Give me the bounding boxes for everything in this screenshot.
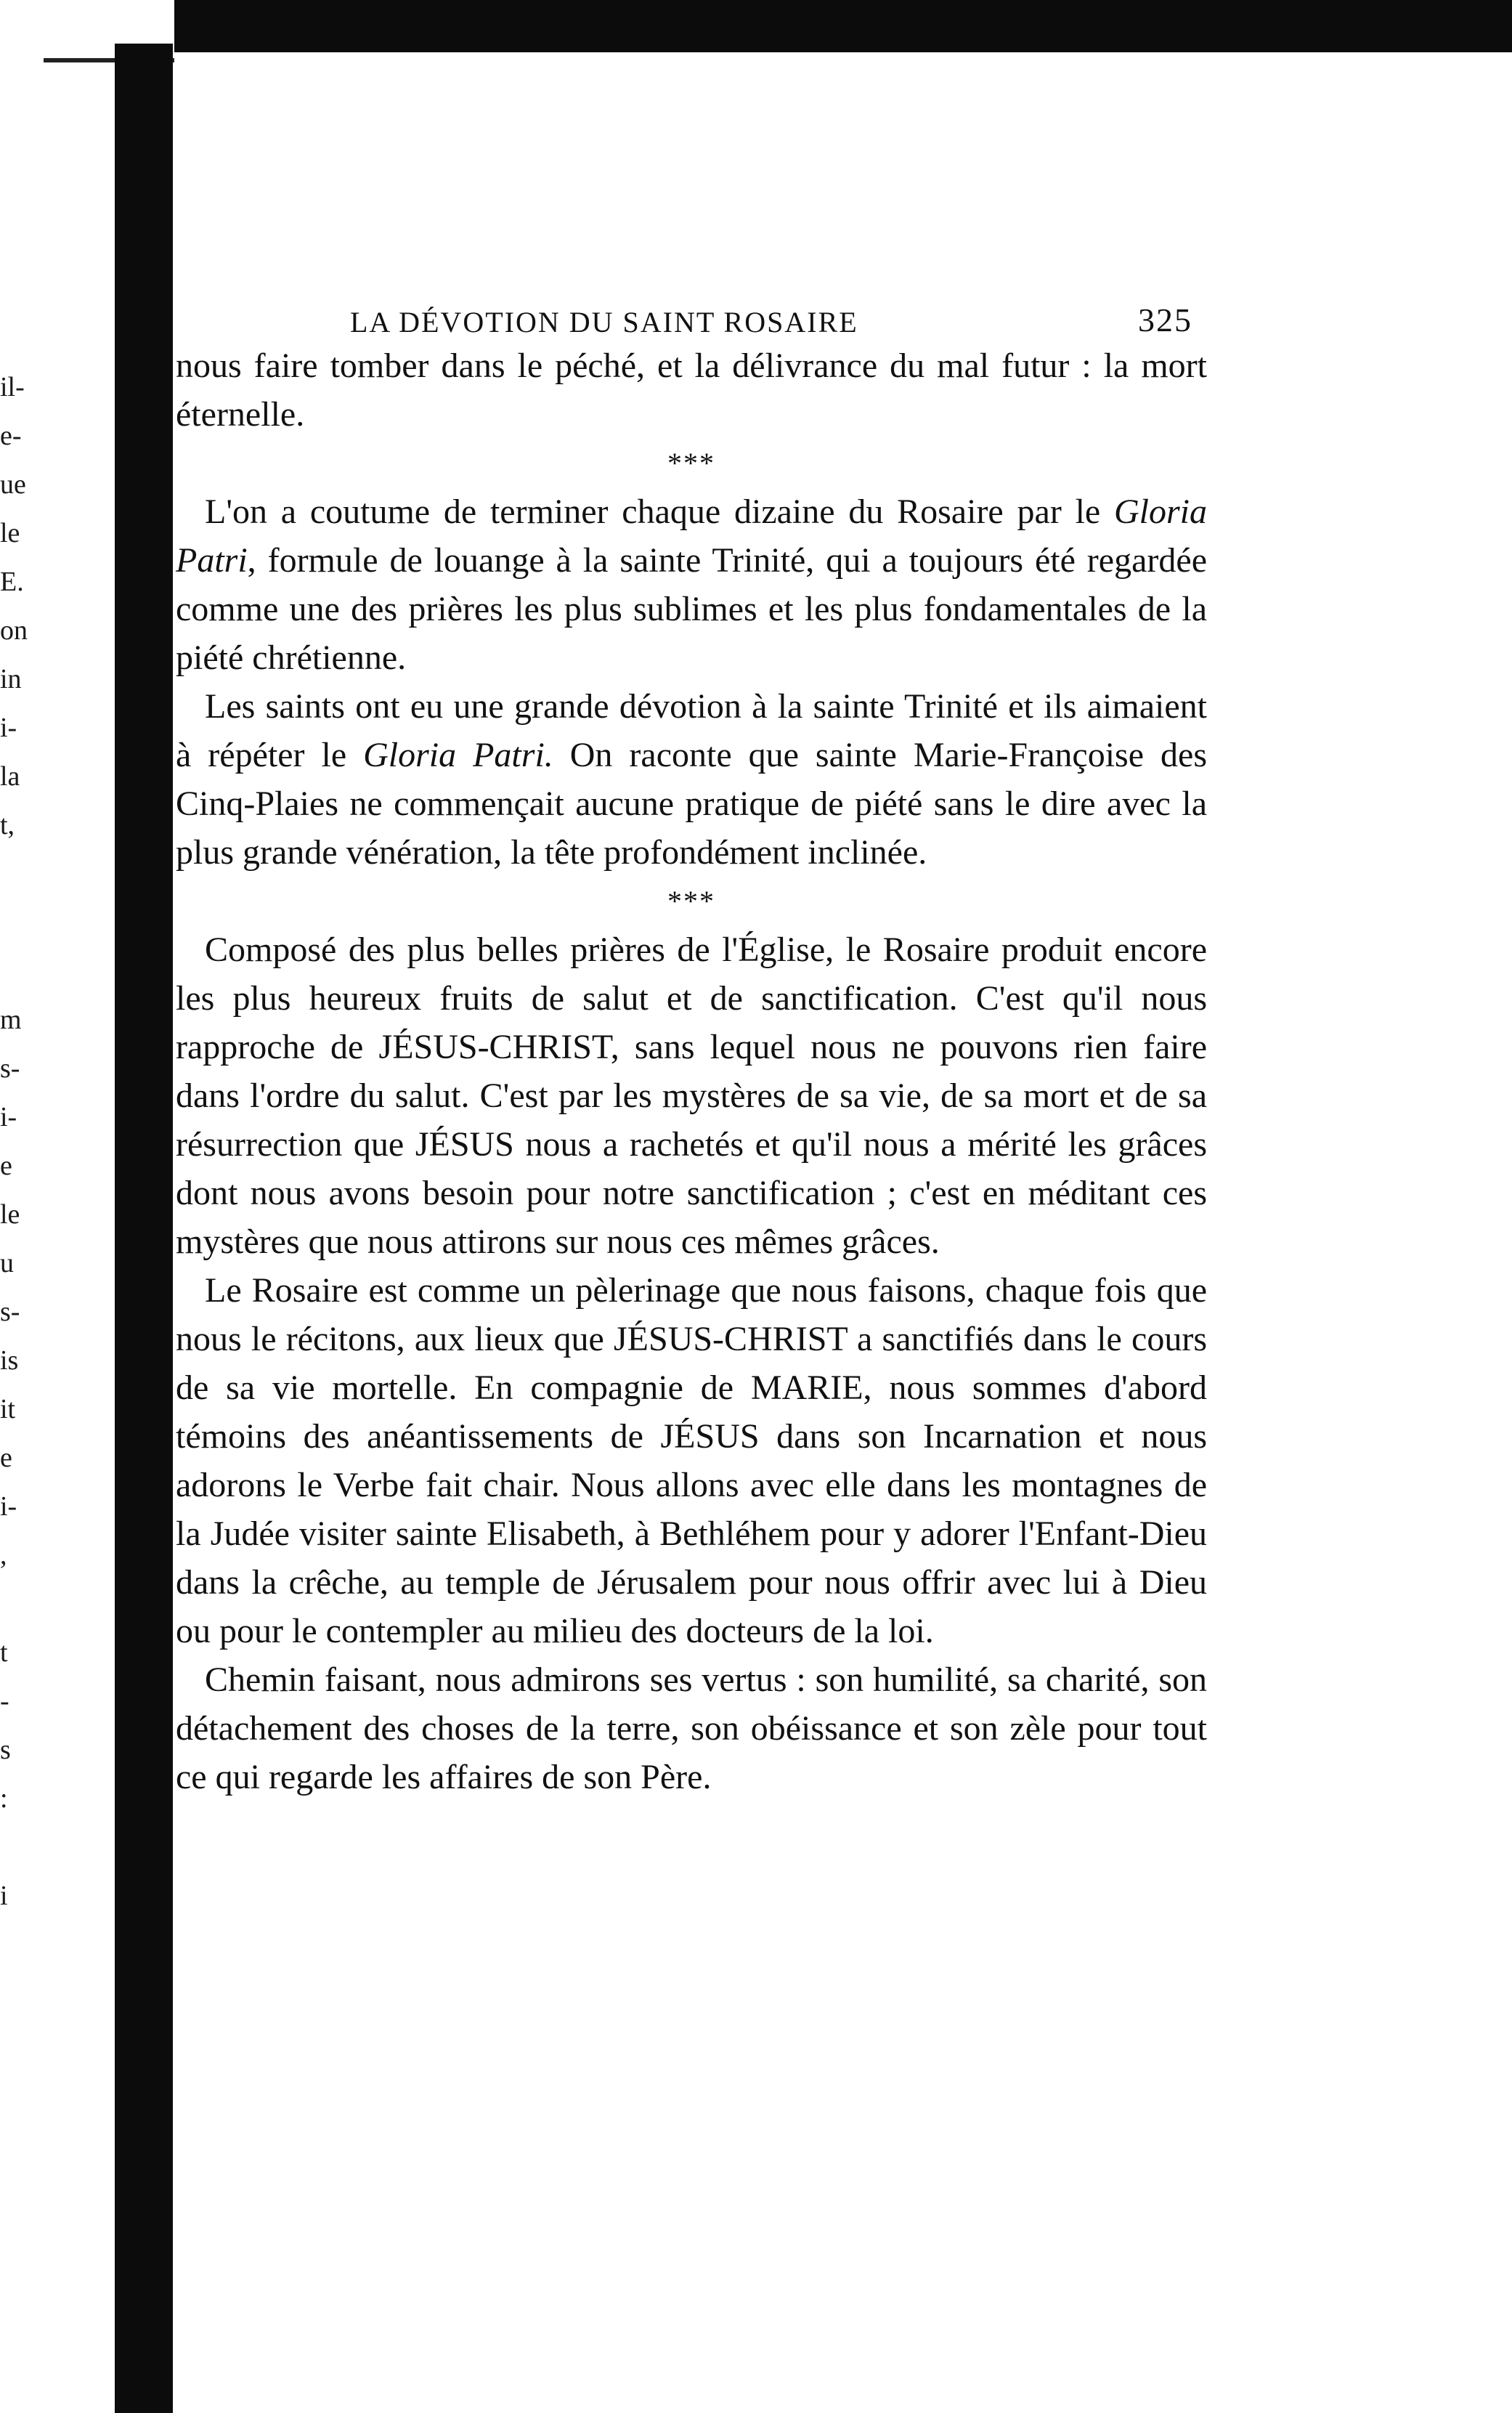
- fragment: ue: [0, 469, 26, 500]
- fragment: e: [0, 1151, 12, 1181]
- scan-top-edge: [174, 0, 1512, 52]
- paragraph-saints-trinity: [176, 682, 1207, 877]
- italic-term: Gloria Patri: [176, 492, 1207, 580]
- fragment: u: [0, 1248, 14, 1278]
- fragment: t: [0, 1637, 8, 1668]
- fragment: [0, 947, 109, 996]
- running-title: LA DÉVOTION DU SAINT ROSAIRE: [350, 306, 858, 338]
- book-page: [176, 291, 1207, 1801]
- fragment: [0, 899, 109, 947]
- page-body: [176, 341, 1207, 1801]
- paragraph-pilgrimage: Le Rosaire est comme un pèlerinage que nous faisons, chaque fois que nous le récitons, aux lieux que JÉSUS-CHRIST a sanctifiés dans le cours de sa vie mortelle. En compagnie de MARIE, nous sommes d'abord témoins des anéantissements de JÉSUS dans son Incarnation et nous adorons le Verbe fait chair. Nous allons avec elle dans les montagnes de la Judée visiter sainte Elisabeth, à Bethléhem pour y adorer l'Enfant-Dieu dans la crêche, au temple de Jérusalem pour nous offrir avec lui à Dieu ou pour le contempler au milieu des docteurs de la loi.: [176, 1271, 1207, 1650]
- fragment: -: [0, 1686, 9, 1716]
- text-segment: L'on a coutume de terminer chaque dizaine du Rosaire par le: [205, 492, 1114, 531]
- text-segment: , formule de louange à la sainte Trinité, qui a toujours été regardée comme une des prières les plus sublimes et les plus fondamentales de la piété chrétienne.: [176, 541, 1207, 677]
- fragment: s-: [0, 1297, 20, 1327]
- fragment: ,: [0, 1540, 7, 1570]
- fragment: i-: [0, 713, 17, 743]
- fragment: in: [0, 664, 22, 694]
- fragment: it: [0, 1394, 16, 1424]
- page-header: [176, 291, 1207, 341]
- fragment: [0, 1823, 109, 1872]
- fragment: i: [0, 1881, 8, 1911]
- paragraph-gloria-patri: [176, 487, 1207, 682]
- fragment: is: [0, 1345, 19, 1376]
- fragment: s-: [0, 1053, 20, 1084]
- page-number: 325: [1138, 301, 1192, 338]
- fragment: :: [0, 1783, 8, 1814]
- fragment: on: [0, 615, 28, 646]
- fragment: le: [0, 518, 20, 548]
- asterism-separator: ***: [667, 447, 715, 479]
- fragment: la: [0, 761, 20, 792]
- previous-page-fragments: [0, 363, 109, 1961]
- fragment: [0, 850, 109, 899]
- fragment: s: [0, 1735, 11, 1765]
- fragment: E.: [0, 567, 24, 597]
- fragment: t,: [0, 810, 15, 840]
- paragraph-continuation: nous faire tomber dans le péché, et la délivrance du mal futur : la mort éternelle.: [176, 346, 1207, 434]
- scan-binding-gutter: [115, 44, 173, 2413]
- fragment: il-: [0, 372, 25, 402]
- fragment: le: [0, 1199, 20, 1230]
- fragment: m: [0, 1005, 22, 1035]
- fragment: e-: [0, 421, 22, 451]
- paragraph-sanctification: Composé des plus belles prières de l'Église, le Rosaire produit encore les plus heureux fruits de salut et de sanctification. C'est qu'il nous rapproche de JÉSUS-CHRIST, sans lequel nous ne pouvons rien faire dans l'ordre du salut. C'est par les mystères de sa vie, de sa mort et de sa résurrection que JÉSUS nous a rachetés et qu'il nous a mérité les grâces dont nous avons besoin pour notre sanctification ; c'est en méditant ces mystères que nous attirons sur nous ces mêmes grâces.: [176, 930, 1207, 1261]
- asterism-separator: ***: [667, 885, 715, 917]
- paragraph-virtues: Chemin faisant, nous admirons ses vertus : son humilité, sa charité, son détachement des choses de la terre, son obéissance et son zèle pour tout ce qui regarde les affaires de son Père.: [176, 1660, 1207, 1796]
- italic-term: Gloria Patri.: [363, 736, 553, 774]
- fragment: e: [0, 1443, 12, 1473]
- text-segment: Les saints ont eu une grande dévotion à la sainte Trinité et ils aimaient à répéter le: [176, 687, 1207, 774]
- fragment: [0, 1580, 109, 1629]
- fragment: i-: [0, 1491, 17, 1522]
- fragment: i-: [0, 1102, 17, 1132]
- text-segment: On raconte que sainte Marie-Françoise des Cinq-Plaies ne commençait aucune pratique de piété sans le dire avec la plus grande vénération, la tête profondément inclinée.: [176, 736, 1208, 872]
